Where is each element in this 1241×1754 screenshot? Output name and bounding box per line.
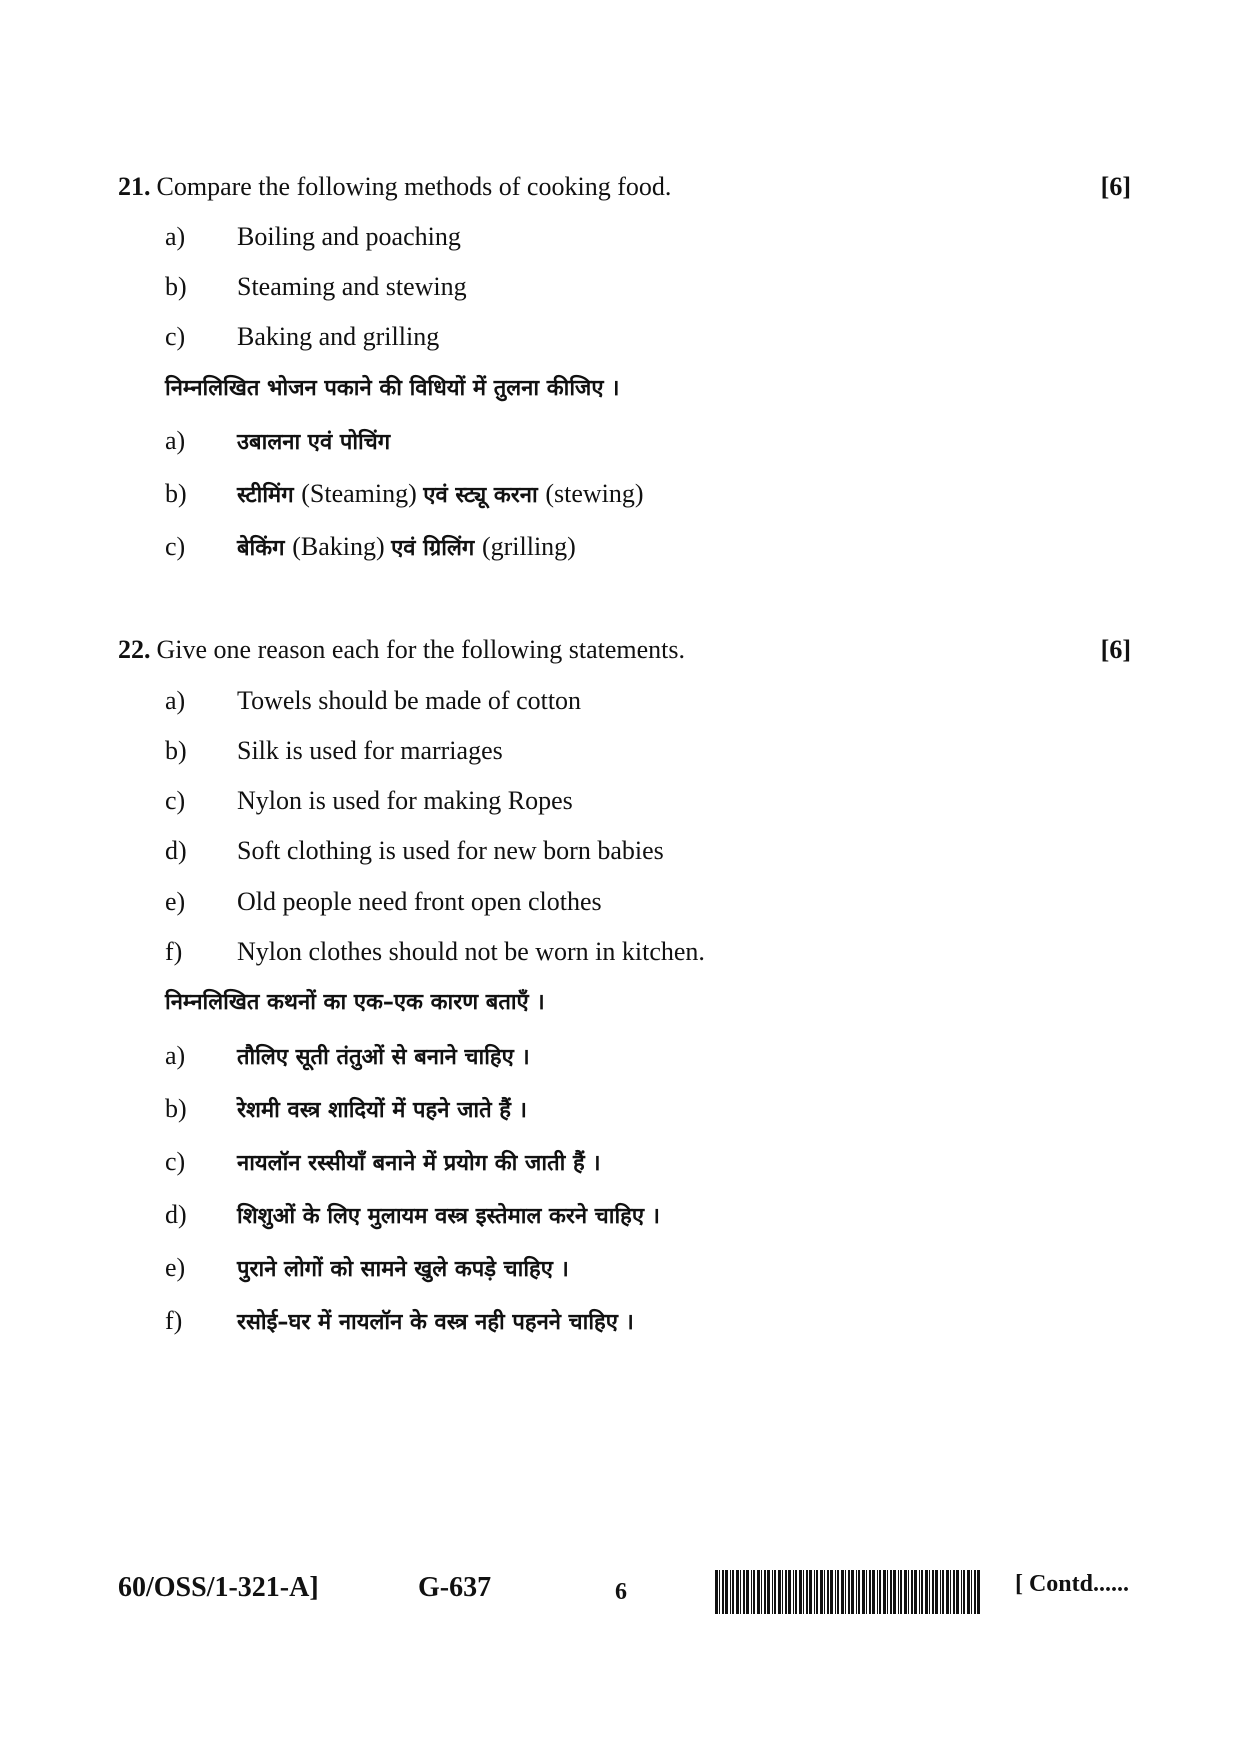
option: a) Boiling and poaching	[165, 222, 461, 251]
barcode-bar	[757, 1570, 760, 1614]
question-number: 22.	[118, 635, 151, 664]
barcode-bar	[929, 1570, 930, 1614]
barcode-bar	[753, 1570, 755, 1614]
barcode-bar	[893, 1570, 896, 1614]
barcode-bar	[932, 1570, 934, 1614]
marks: [6]	[1100, 172, 1131, 201]
barcode-bar	[879, 1570, 881, 1614]
question-text: Give one reason each for the following statements.	[156, 635, 685, 664]
barcode-bar	[974, 1570, 976, 1614]
barcode-bar	[751, 1570, 752, 1614]
barcode-bar	[908, 1570, 909, 1614]
option: d) Soft clothing is used for new born babies	[165, 836, 664, 865]
barcode-bar	[841, 1570, 844, 1614]
barcode-bar	[732, 1570, 734, 1614]
barcode-bar	[743, 1570, 745, 1614]
barcode-bar	[827, 1570, 829, 1614]
barcode-bar	[977, 1570, 980, 1614]
option: f) Nylon clothes should not be worn in kitchen.	[165, 937, 705, 966]
barcode-bar	[911, 1570, 913, 1614]
hindi-option: b) रेशमी वस्त्र शादियों में पहने जाते हैं ।	[165, 1094, 527, 1123]
barcode-bar	[883, 1570, 886, 1614]
barcode-bar	[740, 1570, 741, 1614]
barcode-bar	[921, 1570, 923, 1614]
series-code: G-637	[418, 1572, 492, 1603]
barcode-bar	[900, 1570, 902, 1614]
marks: [6]	[1100, 635, 1131, 664]
barcode-bar	[872, 1570, 875, 1614]
barcode-bar	[848, 1570, 850, 1614]
hindi-option: b) स्टीमिंग (Steaming) एवं स्ट्यू करना (stewing)	[165, 479, 644, 508]
hindi-option: c) बेकिंग (Baking) एवं ग्रिलिंग (grilling)	[165, 532, 576, 561]
option: b) Silk is used for marriages	[165, 736, 503, 765]
barcode-bar	[862, 1570, 865, 1614]
barcode-bar	[858, 1570, 860, 1614]
barcode-bar	[967, 1570, 970, 1614]
barcode-bar	[746, 1570, 749, 1614]
barcode-bar	[971, 1570, 972, 1614]
option: e) Old people need front open clothes	[165, 887, 602, 916]
barcode-bar	[795, 1570, 797, 1614]
option: c) Baking and grilling	[165, 322, 440, 351]
barcode-bar	[715, 1570, 718, 1614]
barcode-bar	[820, 1570, 823, 1614]
barcode-bar	[785, 1570, 787, 1614]
barcode-bar	[898, 1570, 899, 1614]
barcode-bar	[866, 1570, 867, 1614]
barcode-bar	[935, 1570, 938, 1614]
question-22	[118, 633, 685, 667]
barcode-bar	[942, 1570, 944, 1614]
hindi-question-text: निम्नलिखित कथनों का एक–एक कारण बताएँ ।	[165, 990, 545, 1015]
hindi-option: a) उबालना एवं पोचिंग	[165, 426, 391, 455]
barcode-bar	[782, 1570, 783, 1614]
question-number: 21.	[118, 172, 151, 201]
barcode-bar	[956, 1570, 959, 1614]
barcode-bar	[835, 1570, 836, 1614]
hindi-question-text: निम्नलिखित भोजन पकाने की विधियों में तुलना कीजिए ।	[165, 376, 620, 401]
hindi-option: e) पुराने लोगों को सामने खुले कपड़े चाहिए ।	[165, 1253, 569, 1282]
hindi-option: d) शिशुओं के लिए मुलायम वस्त्र इस्तेमाल करने चाहिए ।	[165, 1200, 660, 1229]
question-text: Compare the following methods of cooking food.	[156, 172, 672, 201]
barcode-bar	[845, 1570, 846, 1614]
barcode-bar	[816, 1570, 818, 1614]
barcode-bar	[963, 1570, 965, 1614]
barcode-bar	[767, 1570, 770, 1614]
barcode-bar	[814, 1570, 815, 1614]
barcode-bar	[877, 1570, 878, 1614]
barcode-bar	[730, 1570, 731, 1614]
barcode-bar	[940, 1570, 941, 1614]
barcode-bar	[890, 1570, 892, 1614]
hindi-option: c) नायलॉन रस्सीयाँ बनाने में प्रयोग की जाती हैं ।	[165, 1147, 601, 1176]
barcode-bar	[772, 1570, 773, 1614]
barcode-bar	[946, 1570, 949, 1614]
question-21	[118, 170, 671, 204]
barcode-bar	[856, 1570, 857, 1614]
barcode-bar	[799, 1570, 802, 1614]
barcode-bar	[925, 1570, 928, 1614]
barcode-bar	[953, 1570, 955, 1614]
barcode-bar	[837, 1570, 839, 1614]
barcode-bar	[719, 1570, 720, 1614]
continued-label: [ Contd......	[1014, 1571, 1129, 1597]
barcode-bar	[788, 1570, 791, 1614]
barcode-bar	[887, 1570, 888, 1614]
barcode-bar	[919, 1570, 920, 1614]
barcode-bar	[736, 1570, 739, 1614]
option: c) Nylon is used for making Ropes	[165, 786, 573, 815]
barcode-bar	[725, 1570, 728, 1614]
barcode-bar	[824, 1570, 825, 1614]
barcode-bar	[830, 1570, 833, 1614]
page-number: 6	[615, 1579, 627, 1605]
barcode-bar	[851, 1570, 854, 1614]
barcode-bar	[961, 1570, 962, 1614]
barcode-bar	[722, 1570, 724, 1614]
barcode-bar	[764, 1570, 766, 1614]
barcode-bar	[774, 1570, 776, 1614]
barcode-bar	[761, 1570, 762, 1614]
hindi-option: a) तौलिए सूती तंतुओं से बनाने चाहिए ।	[165, 1041, 530, 1070]
option: b) Steaming and stewing	[165, 272, 467, 301]
barcode-bar	[809, 1570, 812, 1614]
hindi-option: f) रसोई–घर में नायलॉन के वस्त्र नही पहनने चाहिए ।	[165, 1306, 634, 1335]
barcode-bar	[793, 1570, 794, 1614]
barcode-bar	[803, 1570, 804, 1614]
barcode-bar	[904, 1570, 907, 1614]
barcode-bar	[806, 1570, 808, 1614]
option: a) Towels should be made of cotton	[165, 686, 582, 715]
barcode-bar	[914, 1570, 917, 1614]
barcode-bar	[869, 1570, 871, 1614]
barcode-bar	[950, 1570, 951, 1614]
paper-code: 60/OSS/1-321-A]	[118, 1572, 319, 1603]
barcode-bar	[778, 1570, 781, 1614]
barcode	[715, 1570, 983, 1614]
